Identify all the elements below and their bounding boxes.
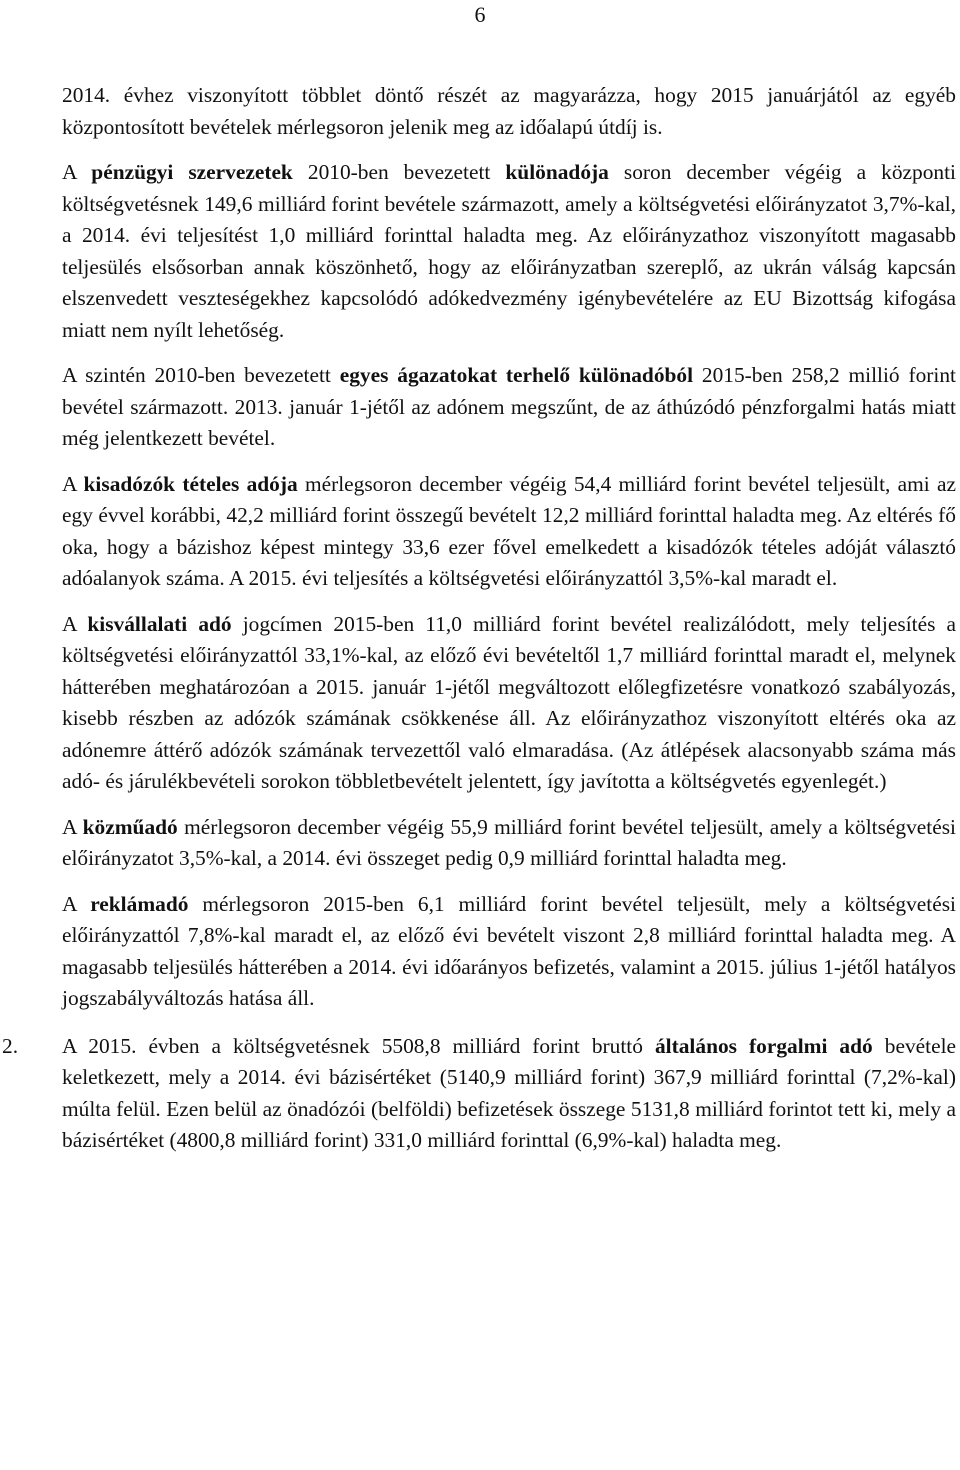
paragraph-kozmuado xyxy=(62,812,956,875)
paragraph-agazati-kulonado xyxy=(62,360,956,455)
text-run: A xyxy=(62,814,83,839)
text-run: mérlegsoron december végéig 54,4 milliárd forint bevétel teljesült, ami az egy évvel korábbi, 42,2 milliárd forint összegű bevételt 12,2 milliárd forinttal haladta meg. Az eltérés fő oka, hogy a bázishoz képest mintegy 33,6 ezer fővel emelkedett a kisadózók tételes adóját választó adóalanyok száma. A 2015. évi teljesítés a költségvetési előirányzattól 3,5%-kal maradt el. xyxy=(62,471,956,590)
text-run: mérlegsoron december végéig 55,9 milliárd forint bevétel teljesült, amely a költségvetési előirányzatot 3,5%-kal, a 2014. évi összeget pedig 0,9 milliárd forinttal haladta meg. xyxy=(62,814,956,870)
paragraph-altalanos-forgalmi-ado xyxy=(62,1031,956,1157)
text-run: A xyxy=(62,471,84,496)
numbered-item-afa xyxy=(2,1031,957,1157)
text-run: 2010-ben bevezetett xyxy=(292,160,506,184)
text-run: 2014. évhez viszonyított többlet döntő részét az magyarázza, hogy 2015 januárjától az egyéb központosított bevételek mérlegsoron jelenik meg az időalapú útdíj is. xyxy=(62,83,956,139)
bold-term: reklámadó xyxy=(90,891,189,916)
paragraph-kisvallalati-ado xyxy=(62,609,956,798)
paragraph-reklamado xyxy=(62,889,956,1015)
paragraph-kisadozok-teteles-adoja xyxy=(62,469,956,595)
text-run: soron december végéig a központi költségvetésnek 149,6 milliárd forint bevétele származott, amely a költségvetési előirányzatot 3,7%-kal, a 2014. évi teljesítést 1,0 milliárd forinttal haladta meg. Az előirányzathoz viszonyított magasabb teljesülés elsősorban annak köszönhető, hogy az előirányzatban szereplő, az ukrán válság kapcsán elszenvedett veszteségekhez kapcsolódó adókedvezmény igénybevételére az EU Bizottság kifogása miatt nem nyílt lehetőség. xyxy=(62,160,956,342)
text-run: A szintén 2010-ben bevezetett xyxy=(62,363,340,387)
text-run: jogcímen 2015-ben 11,0 milliárd forint bevétel realizálódott, mely teljesítés a költségvetési előirányzattól 33,1%-kal, az előző évi bevételtől 1,7 milliárd forinttal maradt el, melynek hátterében meghatározóan a 2015. január 1-jétől megváltozott előlegfizetésre vonatkozó szabályozás, kisebb részben az adózók számának csökkenése áll. Az előirányzathoz viszonyított eltérés oka az adónemre áttérő adózók számának tervezettől való elmaradása. (Az átlépések alacsonyabb száma más adó- és járulékbevételi sorokon többletbevételt jelentett, így javította a költségvetés egyenlegét.) xyxy=(62,611,956,793)
bold-term: kisadózók tételes adója xyxy=(83,471,298,496)
list-number: 2. xyxy=(2,1033,19,1058)
text-run: A xyxy=(62,611,88,636)
paragraph-idoalapu-utdij xyxy=(62,80,956,143)
bold-term: egyes ágazatokat terhelő különadóból xyxy=(339,363,694,387)
document-body xyxy=(2,80,957,1157)
bold-term: általános forgalmi adó xyxy=(654,1033,873,1058)
text-run: A xyxy=(62,160,92,184)
page-number: 6 xyxy=(474,2,486,27)
bold-term: közműadó xyxy=(82,814,178,839)
paragraph-penzugyi-kulonado xyxy=(62,157,956,346)
text-run: A xyxy=(62,891,91,916)
text-run: 2015-ben 258,2 millió forint bevétel származott. 2013. január 1-jétől az adónem megszűnt, de az áthúzódó pénzforgalmi hatás miatt még jelentkezett bevétel. xyxy=(62,363,956,450)
bold-term: kisvállalati adó xyxy=(87,611,232,636)
bold-term: pénzügyi szervezetek xyxy=(91,160,293,184)
text-run: bevétele keletkezett, mely a 2014. évi bázisértéket (5140,9 milliárd forint) 367,9 milliárd forinttal (7,2%-kal) múlta felül. Ezen belül az önadózói (belföldi) befizetések összege 5131,8 milliárd forintot tett ki, mely a bázisértéket (4800,8 milliárd forint) 331,0 milliárd forinttal (6,9%-kal) haladta meg. xyxy=(62,1033,957,1152)
text-run: A 2015. évben a költségvetésnek 5508,8 milliárd forint bruttó xyxy=(62,1033,655,1058)
text-run: mérlegsoron 2015-ben 6,1 milliárd forint bevétel teljesült, mely a költségvetési előirányzattól 7,8%-kal maradt el, az előző évi bevételt viszont 2,8 milliárd forinttal haladta meg. A magasabb teljesülés hátterében a 2014. évi időarányos befizetés, valamint a 2015. július 1-jétől hatályos jogszabályváltozás hatása áll. xyxy=(62,891,957,1010)
bold-term: különadója xyxy=(505,160,609,184)
